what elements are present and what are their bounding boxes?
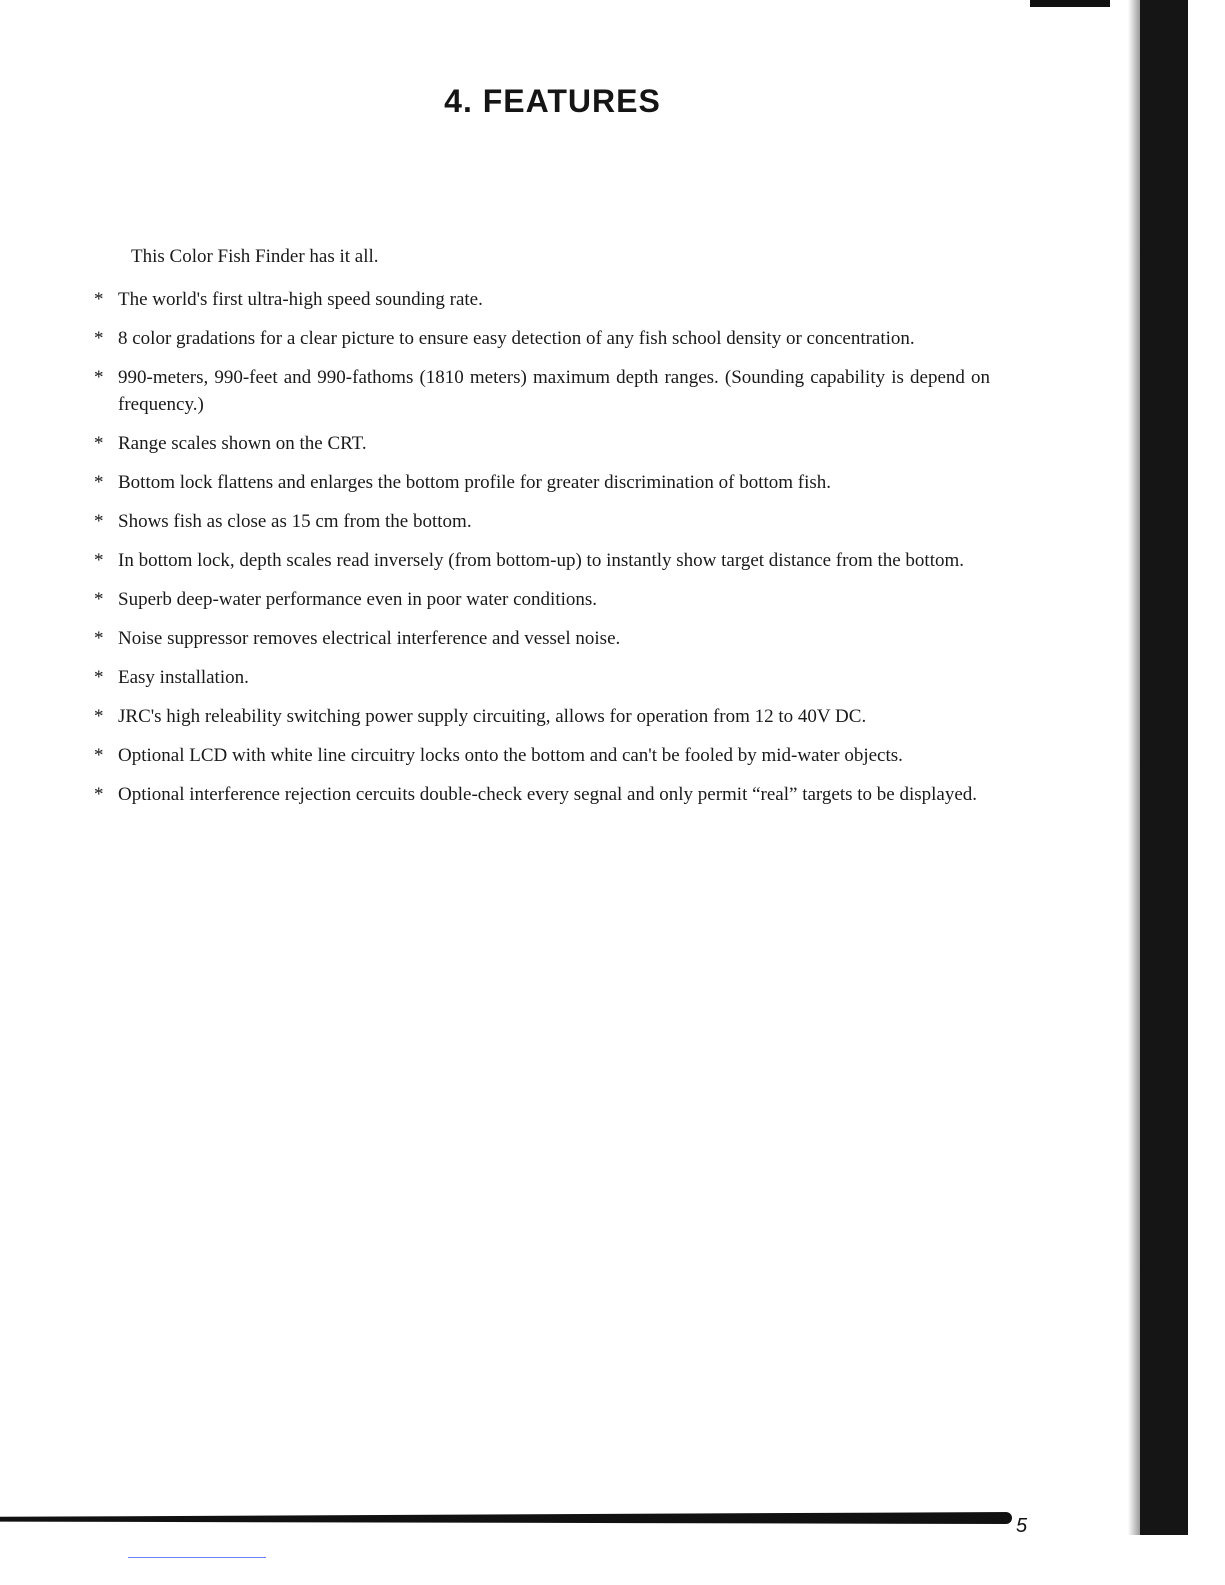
feature-text: 8 color gradations for a clear picture to ensure easy detection of any fish school density or concentration. xyxy=(118,328,915,349)
corner-mark xyxy=(1030,0,1110,7)
feature-item xyxy=(90,286,990,313)
bullet-mark: * xyxy=(94,550,104,571)
page-title: 4. FEATURES xyxy=(444,83,661,120)
feature-text: JRC's high releability switching power supply circuiting, allows for operation from 12 to 40V DC. xyxy=(118,706,867,727)
feature-text: Superb deep-water performance even in poor water conditions. xyxy=(118,589,598,610)
bullet-mark: * xyxy=(94,784,104,805)
bullet-mark: * xyxy=(94,511,104,532)
feature-list xyxy=(90,286,990,820)
feature-item xyxy=(90,781,990,808)
bullet-mark: * xyxy=(94,433,104,454)
binding-edge xyxy=(1140,0,1188,1535)
bullet-mark: * xyxy=(94,328,104,349)
feature-text: 990-meters, 990-feet and 990-fathoms (1810 meters) maximum depth ranges. (Sounding capability is depend on frequency.) xyxy=(118,367,990,415)
feature-text: Range scales shown on the CRT. xyxy=(118,433,367,454)
feature-item xyxy=(90,430,990,457)
feature-item xyxy=(90,703,990,730)
bullet-mark: * xyxy=(94,745,104,766)
feature-text: Optional LCD with white line circuitry locks onto the bottom and can't be fooled by mid-water objects. xyxy=(118,745,903,766)
feature-item xyxy=(90,547,990,574)
feature-item xyxy=(90,364,990,418)
bullet-mark: * xyxy=(94,367,104,388)
bullet-mark: * xyxy=(94,667,104,688)
footer-rule xyxy=(0,1512,1012,1524)
bullet-mark: * xyxy=(94,472,104,493)
feature-item xyxy=(90,469,990,496)
bullet-mark: * xyxy=(94,289,104,310)
feature-item xyxy=(90,508,990,535)
feature-text: Bottom lock flattens and enlarges the bottom profile for greater discrimination of bottom fish. xyxy=(118,472,832,493)
feature-text: Noise suppressor removes electrical interference and vessel noise. xyxy=(118,628,621,649)
page-number: 5 xyxy=(1016,1515,1028,1537)
feature-text: Shows fish as close as 15 cm from the bottom. xyxy=(118,511,472,532)
bullet-mark: * xyxy=(94,628,104,649)
intro-text: This Color Fish Finder has it all. xyxy=(131,246,379,267)
feature-item xyxy=(90,625,990,652)
bullet-mark: * xyxy=(94,589,104,610)
bullet-mark: * xyxy=(94,706,104,727)
feature-text: The world's first ultra-high speed sounding rate. xyxy=(118,289,483,310)
feature-item xyxy=(90,586,990,613)
feature-item xyxy=(90,742,990,769)
feature-text: Optional interference rejection cercuits double-check every segnal and only permit “real” targets to be displayed. xyxy=(118,784,978,805)
scan-artifact-line xyxy=(128,1557,266,1558)
feature-text: In bottom lock, depth scales read inversely (from bottom-up) to instantly show target distance from the bottom. xyxy=(118,550,965,571)
feature-item xyxy=(90,664,990,691)
feature-item xyxy=(90,325,990,352)
feature-text: Easy installation. xyxy=(118,667,249,688)
